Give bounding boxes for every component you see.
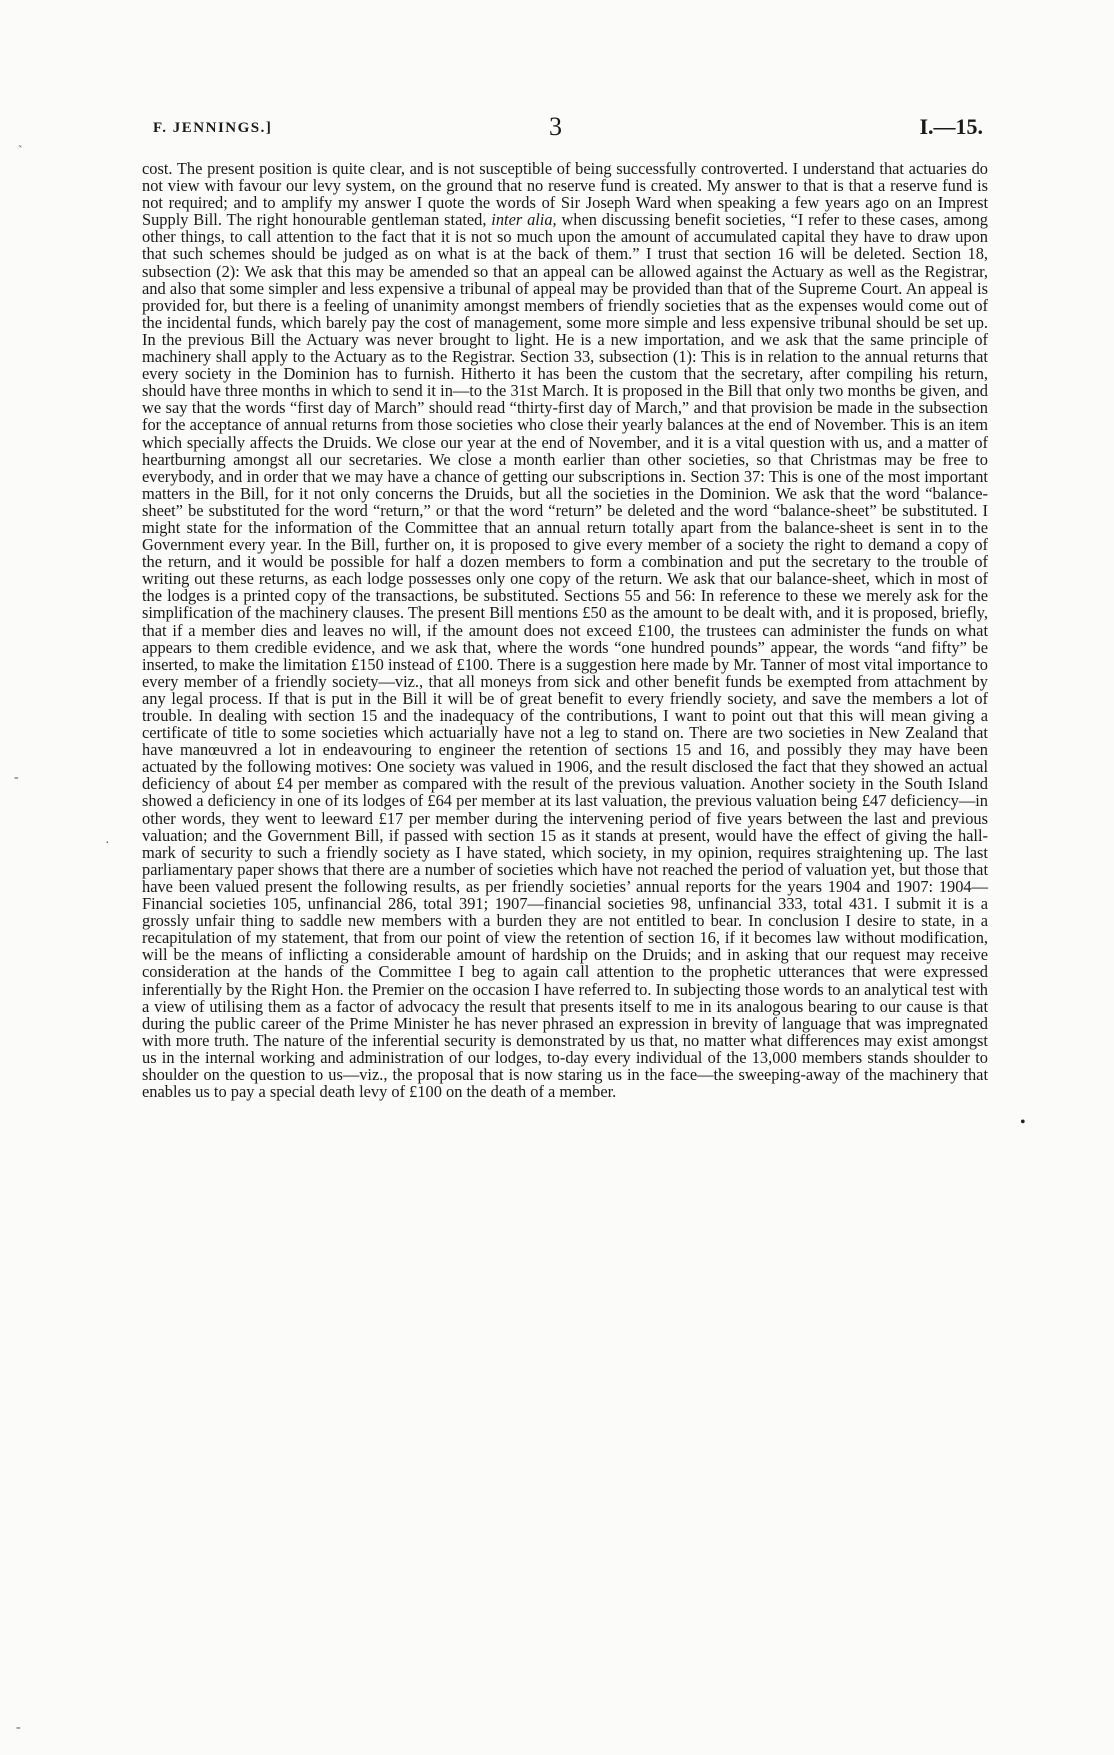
margin-mark: ‐ (14, 770, 19, 785)
witness-name: F. JENNINGS.] (153, 120, 273, 136)
margin-mark: ‑ (16, 1720, 21, 1735)
latin-phrase: inter alia, (491, 210, 557, 230)
margin-mark: · (105, 836, 110, 851)
evidence-body (142, 160, 988, 1100)
page-number: 3 (549, 112, 562, 141)
page-header (153, 112, 983, 148)
margin-mark: ˴ (18, 138, 23, 153)
text-run-1: cost. The present position is quite clear, and is not susceptible of being successfully controverted. I understand that actuaries do not view with favour our levy system, on the ground that no reserve fund is created. My answer to that is that a reserve fund is not required; and to amplify my answer I quote the words of Sir Joseph Ward when speaking a few years ago on an Imprest Supply Bill. The right honourable gentleman stated, (142, 159, 988, 230)
margin-mark: • (1020, 1114, 1026, 1131)
text-run-2: when discussing benefit societies, “I refer to these cases, among other things, to call attention to the fact that it is not so much upon the amount of accumulated capital they have to draw upon that such schemes should be judged as on what is at the back of them.” I trust that section 16 will be deleted. Section 18, subsection (2): We ask that this may be amended so that an appeal can be allowed against the Actuary as well as the Registrar, and also that some simpler and less expensive a tribunal of appeal may be provided than that of the Supreme Court. An appeal is provided for, but there is a feeling of unanimity amongst members of friendly societies that as the expenses would come out of the incidental funds, which barely pay the cost of management, some more simple and less expensive tribunal should be set up. In the previous Bill the Actuary was never brought to light. He is a new importation, and we ask that the same principle of machinery shall apply to the Actuary as to the Registrar. Section 33, subsection (1): This is in relation to the annual returns that every society in the Dominion has to furnish. Hitherto it has been the custom that the secretary, after compiling his return, should have three months in which to send it in—to the 31st March. It is proposed in the Bill that only two months be given, and we say that the words “first day of March” should read “thirty-first day of March,” and that provision be made in the subsection for the acceptance of annual returns from those societies who close their yearly balances at the end of November. This is an item which specially affects the Druids. We close our year at the end of November, and it is a vital question with us, and a matter of heartburning amongst all our secretaries. We close a month earlier than other societies, so that Christmas may be free to everybody, and in order that we may have a chance of getting our subscriptions in. Section 37: This is one of the most important matters in the Bill, for it not only concerns the Druids, but all the societies in the Dominion. We ask that the word “balance-sheet” be substituted for the word “return,” or that the word “return” be deleted and the word “balance-sheet” be substituted. I might state for the information of the Committee that an annual return totally apart from the balance-sheet is sent in to the Government every year. In the Bill, further on, it is proposed to give every member of a society the right to demand a copy of the return, and it would be possible for half a dozen members to form a combination and put the secretary to the trouble of writing out these returns, as each lodge possesses only one copy of the return. We ask that our balance-sheet, which in most of the lodges is a printed copy of the transactions, be substituted. Sections 55 and 56: In reference to these we merely ask for the simplification of the machinery clauses. The present Bill mentions £50 as the amount to be dealt with, and it is proposed, briefly, that if a member dies and leaves no will, if the amount does not exceed £100, the trustees can administer the funds on what appears to them credible evidence, and we ask that, where the words “one hundred pounds” appear, the words “and fifty” be inserted, to make the limitation £150 instead of £100. There is a suggestion here made by Mr. Tanner of most vital importance to every member of a friendly society—viz., that all moneys from sick and other benefit funds be exempted from attachment by any legal process. If that is put in the Bill it will be of great benefit to every friendly society, and save the members a lot of trouble. In dealing with section 15 and the inadequacy of the contributions, I want to point out that this will mean giving a certificate of title to some societies which actuarially have not a leg to stand on. There are two societies in New Zealand that have manœuvred a lot in endeavouring to engineer the retention of sections 15 and 16, and possibly they may have been actuated by the following motives: One society was valued in 1906, and the result disclosed the fact that they showed an actual deficiency of about £4 per member as compared with the result of the previous valuation. Another society in the South Island showed a deficiency in one of its lodges of £64 per member at its last valuation, the previous valuation being £47 deficiency—in other words, they went to leeward £17 per member during the intervening period of five years between the last and previous valuation; and the Government Bill, if passed with section 15 as it stands at present, would have the effect of giving the hall-mark of security to such a friendly society as I have stated, which society, in my opinion, requires straightening up. The last parliamentary paper shows that there are a number of societies which have not reached the period of valuation yet, but those that have been valued present the following results, as per friendly societies’ annual reports for the years 1904 and 1907: 1904—Financial societies 105, unfinancial 286, total 391; 1907—financial societies 98, unfinancial 333, total 431. I submit it is a grossly unfair thing to saddle new members with a burden they are not entitled to bear. In conclusion I desire to state, in a recapitulation of my statement, that from our point of view the retention of section 16, if it becomes law without modification, will be the means of inflicting a considerable amount of hardship on the Druids; and in asking that our request may receive consideration at the hands of the Committee I beg to again call attention to the prophetic utterances that were expressed inferentially by the Right Hon. the Premier on the occasion I have referred to. In subjecting those words to an analytical test with a view of utilising them as a factor of advocacy the result that presents itself to me in its analogous bearing to our cause is that during the public career of the Prime Minister he has never phrased an expression in brevity of language that was impregnated with more truth. The nature of the inferential security is demonstrated by us that, no matter what differences may exist amongst us in the internal working and administration of our lodges, to-day every individual of the 13,000 members stands shoulder to shoulder on the question to us—viz., the proposal that is now staring us in the face—the sweeping-away of the machinery that enables us to pay a special death levy of £100 on the death of a member. (142, 210, 988, 1102)
evidence-paragraph (142, 160, 988, 1100)
paper-reference: I.—15. (919, 114, 983, 139)
